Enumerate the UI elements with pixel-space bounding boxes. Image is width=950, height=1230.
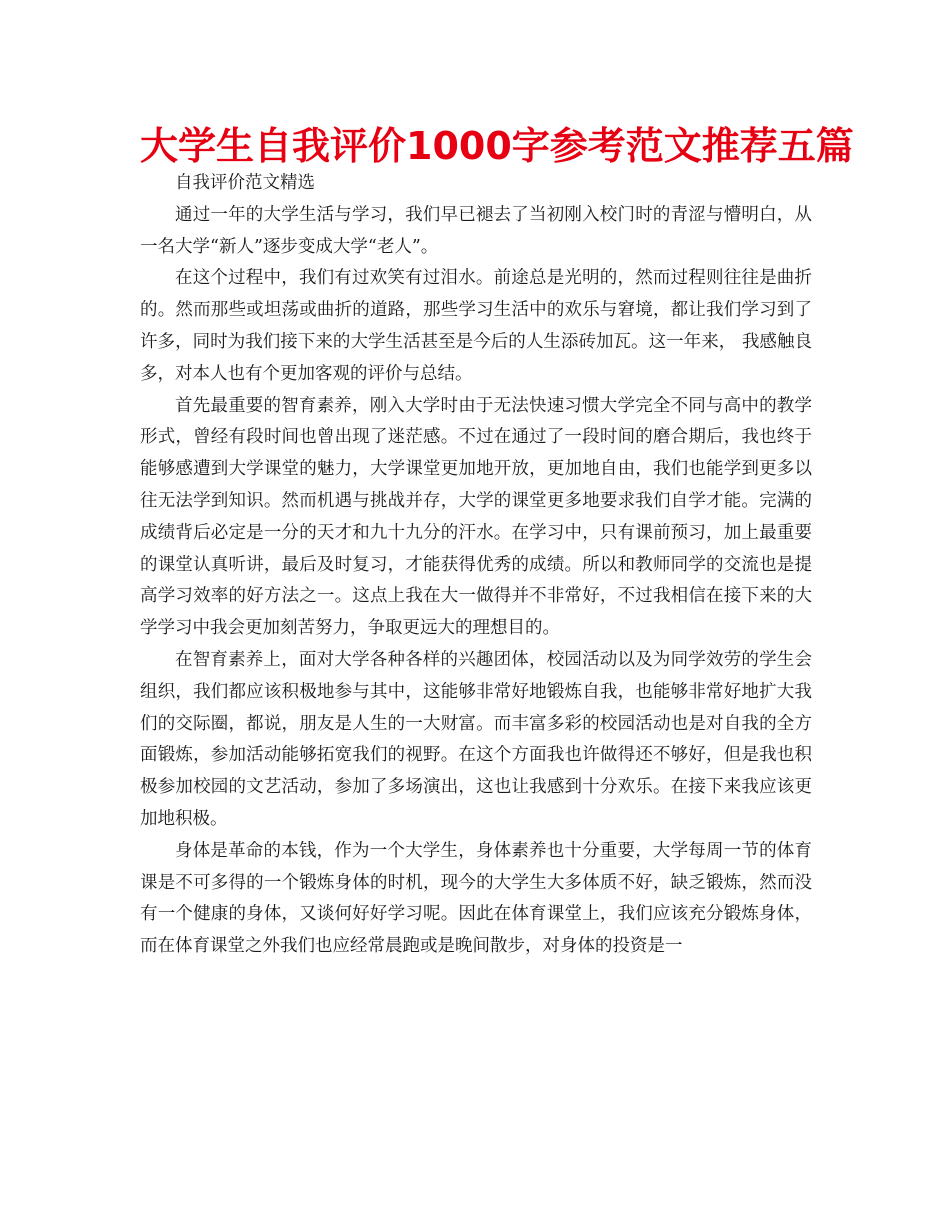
paragraph-2: 在这个过程中，我们有过欢笑有过泪水。前途总是光明的，然而过程则往往是曲折的。然而那些或坦荡或曲折的道路，那些学习生活中的欢乐与窘境，都让我们学习到了许多，同时为我们接下来的大学生活甚至是今后的人生添砖加瓦。这一年来， 我感触良多，对本人也有个更加客观的评价与总结。 <box>140 268 812 384</box>
paragraph-4: 在智育素养上，面对大学各种各样的兴趣团体，校园活动以及为同学效劳的学生会组织，我们都应该积极地参与其中，这能够非常好地锻炼自我，也能够非常好地扩大我们的交际圈，都说，朋友是人生的一大财富。而丰富多彩的校园活动也是对自我的全方面锻炼，参加活动能够拓宽我们的视野。在这个方面我也许做得还不够好，但是我也积极参加校园的文艺活动，参加了多场演出，这也让我感到十分欢乐。在接下来我应该更加地积极。 <box>140 649 812 829</box>
document-title: 大学生自我评价1000字参考范文推荐五篇 <box>140 124 854 168</box>
paragraph-3: 首先最重要的智育素养，刚入大学时由于无法快速习惯大学完全不同与高中的教学形式，曾经有段时间也曾出现了迷茫感。不过在通过了一段时间的磨合期后，我也终于能够感遭到大学课堂的魅力，大学课堂更加地开放，更加地自由，我们也能学到更多以往无法学到知识。然而机遇与挑战并存，大学的课堂更多地要求我们自学才能。完满的成绩背后必定是一分的天才和九十九分的汗水。在学习中，只有课前预习，加上最重要的课堂认真听讲，最后及时复习，才能获得优秀的成绩。所以和教师同学的交流也是提高学习效率的好方法之一。这点上我在大一做得并不非常好，不过我相信在接下来的大学学习中我会更加刻苦努力，争取更远大的理想目的。 <box>140 395 812 639</box>
paragraph-1: 通过一年的大学生活与学习，我们早已褪去了当初刚入校门时的青涩与懵明白，从一名大学“新人”逐步变成大学“老人”。 <box>140 204 812 257</box>
paragraph-5: 身体是革命的本钱，作为一个大学生，身体素养也十分重要，大学每周一节的体育课是不可多得的一个锻炼身体的时机，现今的大学生大多体质不好，缺乏锻炼，然而没有一个健康的身体，又谈何好好学习呢。因此在体育课堂上，我们应该充分锻炼身体，而在体育课堂之外我们也应经常晨跑或是晚间散步，对身体的投资是一 <box>140 840 812 957</box>
document-subtitle: 自我评价范文精选 <box>175 173 315 193</box>
document-body <box>140 168 812 963</box>
